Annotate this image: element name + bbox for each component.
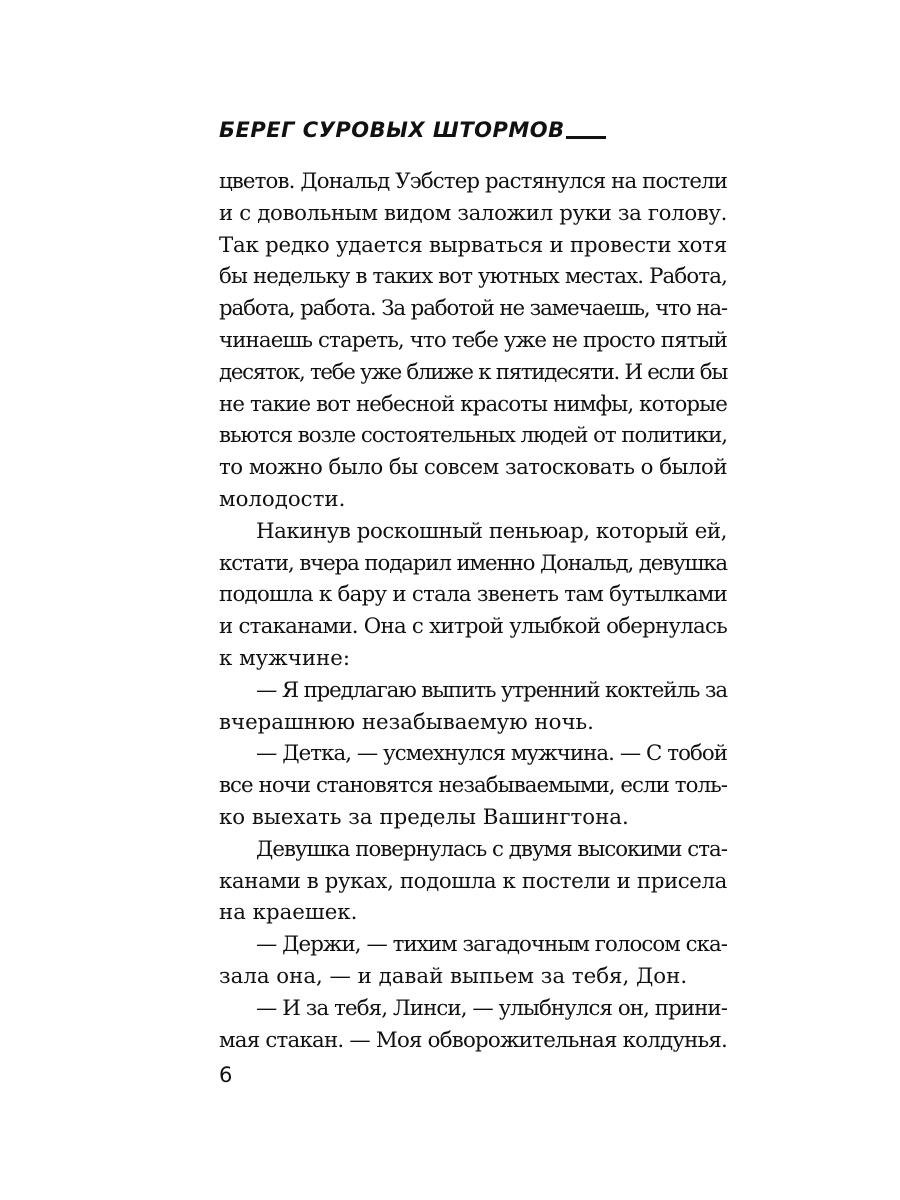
text-line: десяток, тебе уже ближе к пятидесяти. И если бы: [219, 359, 728, 385]
text-line: не такие вот небесной красоты нимфы, которые: [219, 391, 727, 417]
text-line: то можно было бы совсем затосковать о былой: [219, 455, 728, 481]
text-line: и стаканами. Она с хитрой улыбкой обернулась: [219, 614, 727, 640]
paragraph: [219, 166, 727, 516]
text-line: канами в руках, подошла к постели и присела: [219, 868, 728, 894]
paragraph: [219, 516, 727, 675]
text-line: все ночи становятся незабываемыми, если толь-: [219, 773, 727, 799]
text-line: подошла к бару и стала звенеть там бутылками: [219, 582, 728, 608]
text-line: Накинув роскошный пеньюар, который ей,: [256, 518, 728, 544]
paragraph: [219, 834, 727, 929]
text-line: чинаешь стареть, что тебе уже не просто пятый: [219, 327, 727, 353]
text-line: цветов. Дональд Уэбстер растянулся на постели: [219, 169, 728, 194]
text-line: Девушка повернулась с двумя высокими ста-: [256, 836, 727, 862]
page-number: 6: [219, 1063, 233, 1087]
text-line: мая стакан. — Моя обворожительная колдунья.: [219, 1027, 728, 1053]
text-line: — И за тебя, Линси, — улыбнулся он, прини-: [256, 995, 727, 1021]
paragraph: [219, 675, 727, 739]
text-line: молодости.: [219, 486, 346, 512]
text-line: вчерашнюю незабываемую ночь.: [219, 709, 594, 735]
text-line: зала она, — и давай выпьем за тебя, Дон.: [219, 963, 688, 989]
running-head: [219, 118, 606, 142]
text-line: и с довольным видом заложил руки за голову.: [219, 200, 728, 226]
text-line: кстати, вчера подарил именно Дональд, девушка: [219, 550, 727, 576]
body-text: [219, 166, 727, 1056]
text-line: ко выехать за пределы Вашингтона.: [219, 804, 629, 830]
text-line: на краешек.: [219, 900, 358, 926]
text-line: к мужчине:: [219, 645, 351, 671]
paragraph: [219, 929, 727, 993]
text-line: бы недельку в таких вот уютных местах. Работа,: [219, 264, 727, 290]
running-head-rule: [566, 136, 606, 139]
text-line: вьются возле состоятельных людей от политики,: [219, 423, 728, 449]
running-head-title: БЕРЕГ СУРОВЫХ ШТОРМОВ: [219, 118, 565, 142]
text-line: — Я предлагаю выпить утренний коктейль за: [256, 677, 727, 703]
paragraph: [219, 738, 727, 833]
text-line: работа, работа. За работой не замечаешь, что на-: [219, 296, 727, 322]
paragraph: [219, 993, 727, 1057]
text-line: Так редко удается вырваться и провести хотя: [219, 232, 727, 258]
text-line: — Держи, — тихим загадочным голосом ска-: [256, 932, 728, 958]
text-line: — Детка, — усмехнулся мужчина. — С тобой: [256, 741, 728, 767]
